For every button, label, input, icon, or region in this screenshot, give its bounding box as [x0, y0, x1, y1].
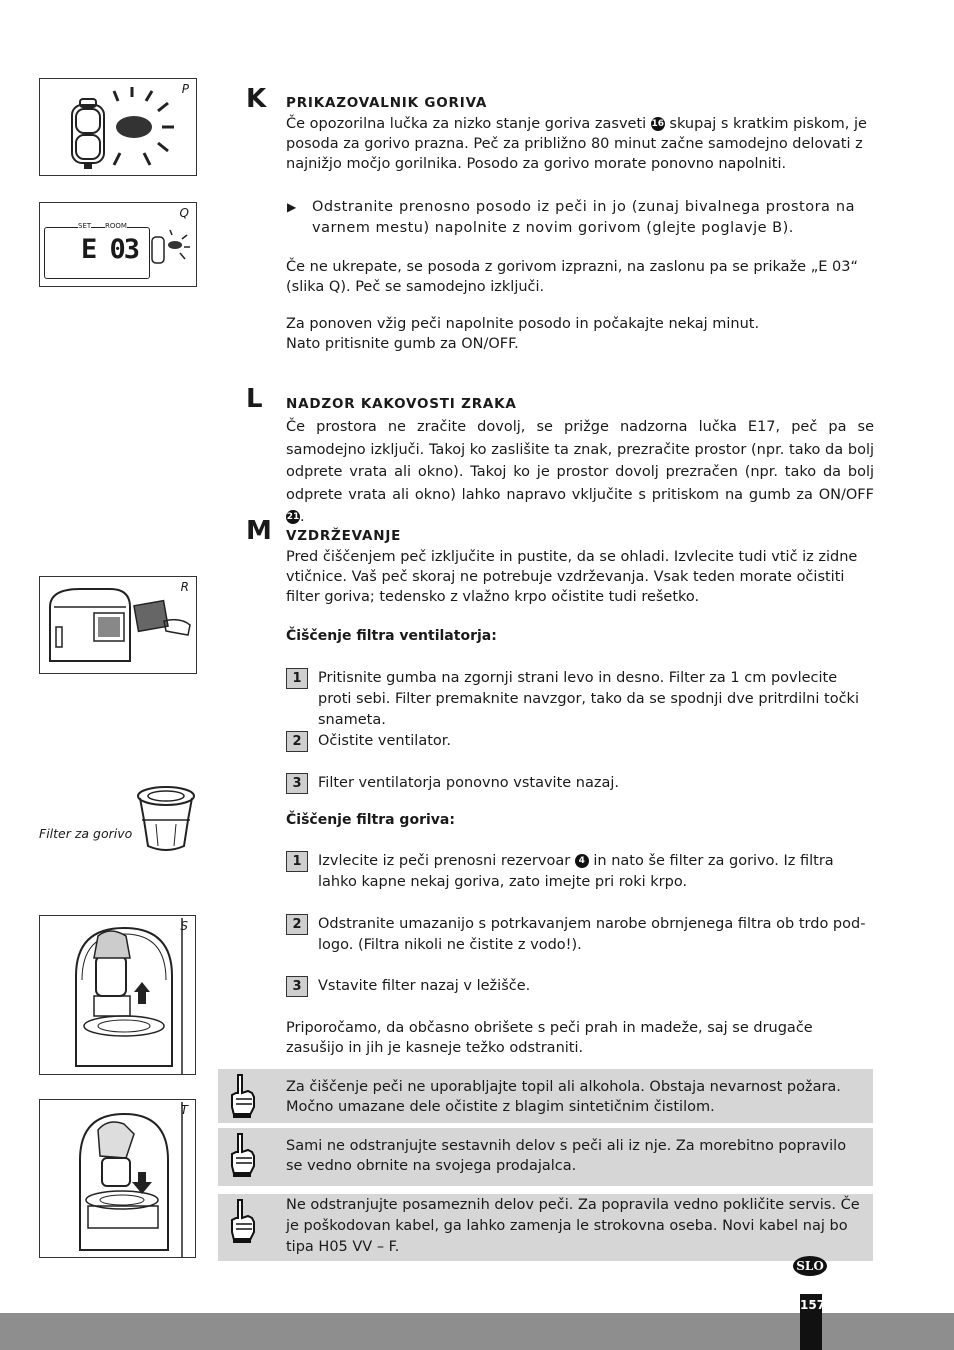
figure-t-insert-filter: [39, 1099, 196, 1258]
ref-21-icon: 21: [286, 512, 300, 522]
section-m-letter: M: [246, 516, 272, 546]
fuel-filter-removal-illustration: [40, 916, 195, 1074]
step-number: 2: [286, 914, 308, 935]
set-indicator: SET: [78, 222, 92, 230]
section-l-title: NADZOR KAKOVOSTI ZRAKA: [286, 396, 517, 412]
warning-box-2: [218, 1128, 873, 1186]
figure-q-display: [39, 202, 197, 287]
fuel-filter-subtitle: Čiščenje filtra goriva:: [286, 812, 455, 828]
language-badge: SLO: [793, 1256, 827, 1276]
warning-text-2: Sami ne odstranjujte sestavnih delov s peči ali iz nje. Za morebitno popravilo se vedno obrnite na svojega prodajalca.: [286, 1138, 847, 1174]
step-text: Odstranite umazanijo s potrkavanjem narobe obrnjenega filtra ob trdo pod-logo. (Filtra nikoli ne čistite z vodo!).: [318, 916, 866, 953]
step-number: 2: [286, 731, 308, 752]
figure-r-label: R: [180, 580, 189, 594]
section-m-title: VZDRŽEVANJE: [286, 528, 402, 544]
figure-p-label: P: [181, 82, 189, 96]
step-text: Pritisnite gumba na zgornji strani levo in desno. Filter za 1 cm povlecite proti sebi. Filter premaknite navzgor, tako da se spodnji dve pritrdilni točki snameta.: [318, 670, 859, 728]
ref-4-icon: 4: [575, 854, 589, 868]
figure-t-label: T: [180, 1103, 188, 1117]
fuel-filter-icon: [134, 784, 198, 854]
heater-fan-filter-illustration: [40, 577, 196, 673]
error-code-display: E 03: [81, 234, 139, 265]
step-text: Očistite ventilator.: [318, 733, 452, 749]
figure-r-fan-filter: [39, 576, 197, 674]
section-k-paragraph-2: Če ne ukrepate, se posoda z gorivom izprazni, na zaslonu pa se prikaže „E 03“ (slika Q). Peč se samodejno izključi.: [286, 259, 858, 295]
fuel-filter-insert-illustration: [40, 1100, 195, 1257]
section-k-letter: K: [246, 84, 267, 114]
step-number: 1: [286, 851, 308, 872]
fan-filter-subtitle: Čiščenje filtra ventilatorja:: [286, 628, 497, 644]
warning-box-1: [218, 1069, 873, 1123]
section-k-paragraph-3b: Nato pritisnite gumb za ON/OFF.: [286, 336, 519, 352]
section-k-title: PRIKAZOVALNIK GORIVA: [286, 95, 488, 111]
bullet-arrow-icon: ▶: [287, 200, 297, 214]
pointing-hand-icon: [224, 1073, 260, 1119]
room-indicator: ROOM: [105, 222, 127, 230]
section-m-intro: Pred čiščenjem peč izključite in pustite, da se ohladi. Izvlecite tudi vtič iz zidne vtičnice. Vaš peč skoraj ne potrebuje vzdrževanja. Vsak teden morate očistiti filter goriva; tedensko z vlažno krpo očistite tudi rešetko.: [286, 549, 858, 605]
section-k-bullet: Odstranite prenosno posodo iz peči in jo (zunaj bivalnega prostora na varnem mestu) napolnite z novim gorivom (glejte poglavje B).: [312, 199, 855, 236]
ref-16-icon: 16: [651, 119, 665, 129]
lcd-display: [44, 222, 150, 279]
section-l-paragraph: Če prostora ne zračite dovolj, se prižge nadzorna lučka E17, peč pa se samodejno izključi. Takoj ko zaslišite ta znak, prezračite prostor (npr. tako da bolj odprete vrata ali okno). Takoj ko je prostor dovolj prezračen (npr. tako da bolj odprete vrata ali okno) lahko napravo vključite s pritiskom na gumb za ON/OFF 21.: [286, 419, 874, 525]
figure-s-remove-filter: [39, 915, 196, 1075]
step-number: 3: [286, 773, 308, 794]
section-m-closing: Priporočamo, da občasno obrišete s peči prah in madeže, saj se drugače zasušijo in jih je kasneje težko odstraniti.: [286, 1020, 813, 1056]
warning-text-1: Za čiščenje peči ne uporabljajte topil ali alkohola. Obstaja nevarnost požara. Močno umazane dele očistite z blagim sintetičnim čistilom.: [286, 1079, 841, 1115]
step-text: Izvlecite iz peči prenosni rezervoar 4 in nato še filter za gorivo. Iz filtra lahko kapne nekaj goriva, zato imejte pri roki krpo.: [318, 853, 834, 890]
step-text: Vstavite filter nazaj v ležišče.: [318, 978, 531, 994]
figure-p-fuel-indicator: [39, 78, 197, 176]
step-number: 1: [286, 668, 308, 689]
warning-text-3: Ne odstranjujte posameznih delov peči. Za popravila vedno pokličite servis. Če je poškodovan kabel, ga lahko zamenja le strokovna oseba. Novi kabel naj bo tipa H05 VV – F.: [286, 1197, 860, 1255]
fuel-warning-lamp-illustration: [150, 227, 196, 277]
step-number: 3: [286, 976, 308, 997]
warning-box-3: [218, 1194, 873, 1261]
pointing-hand-icon: [224, 1198, 260, 1244]
section-k-paragraph-3a: Za ponoven vžig peči napolnite posodo in počakajte nekaj minut.: [286, 316, 760, 332]
step-text: Filter ventilatorja ponovno vstavite nazaj.: [318, 775, 620, 791]
figure-q-label: Q: [179, 206, 189, 220]
pointing-hand-icon: [224, 1132, 260, 1178]
section-l-letter: L: [246, 384, 263, 414]
fuel-gauge-blinking-illustration: [40, 79, 196, 175]
figure-s-label: S: [180, 919, 188, 933]
section-k-paragraph-1: Če opozorilna lučka za nizko stanje goriva zasveti 16 skupaj s kratkim piskom, je posoda za gorivo prazna. Peč za približno 80 minut začne samodejno delovati z najnižjo močjo gorilnika. Posodo za gorivo morate ponovno napolniti.: [286, 116, 867, 172]
page-number: 157: [800, 1294, 822, 1350]
fuel-filter-caption: Filter za gorivo: [39, 826, 133, 841]
